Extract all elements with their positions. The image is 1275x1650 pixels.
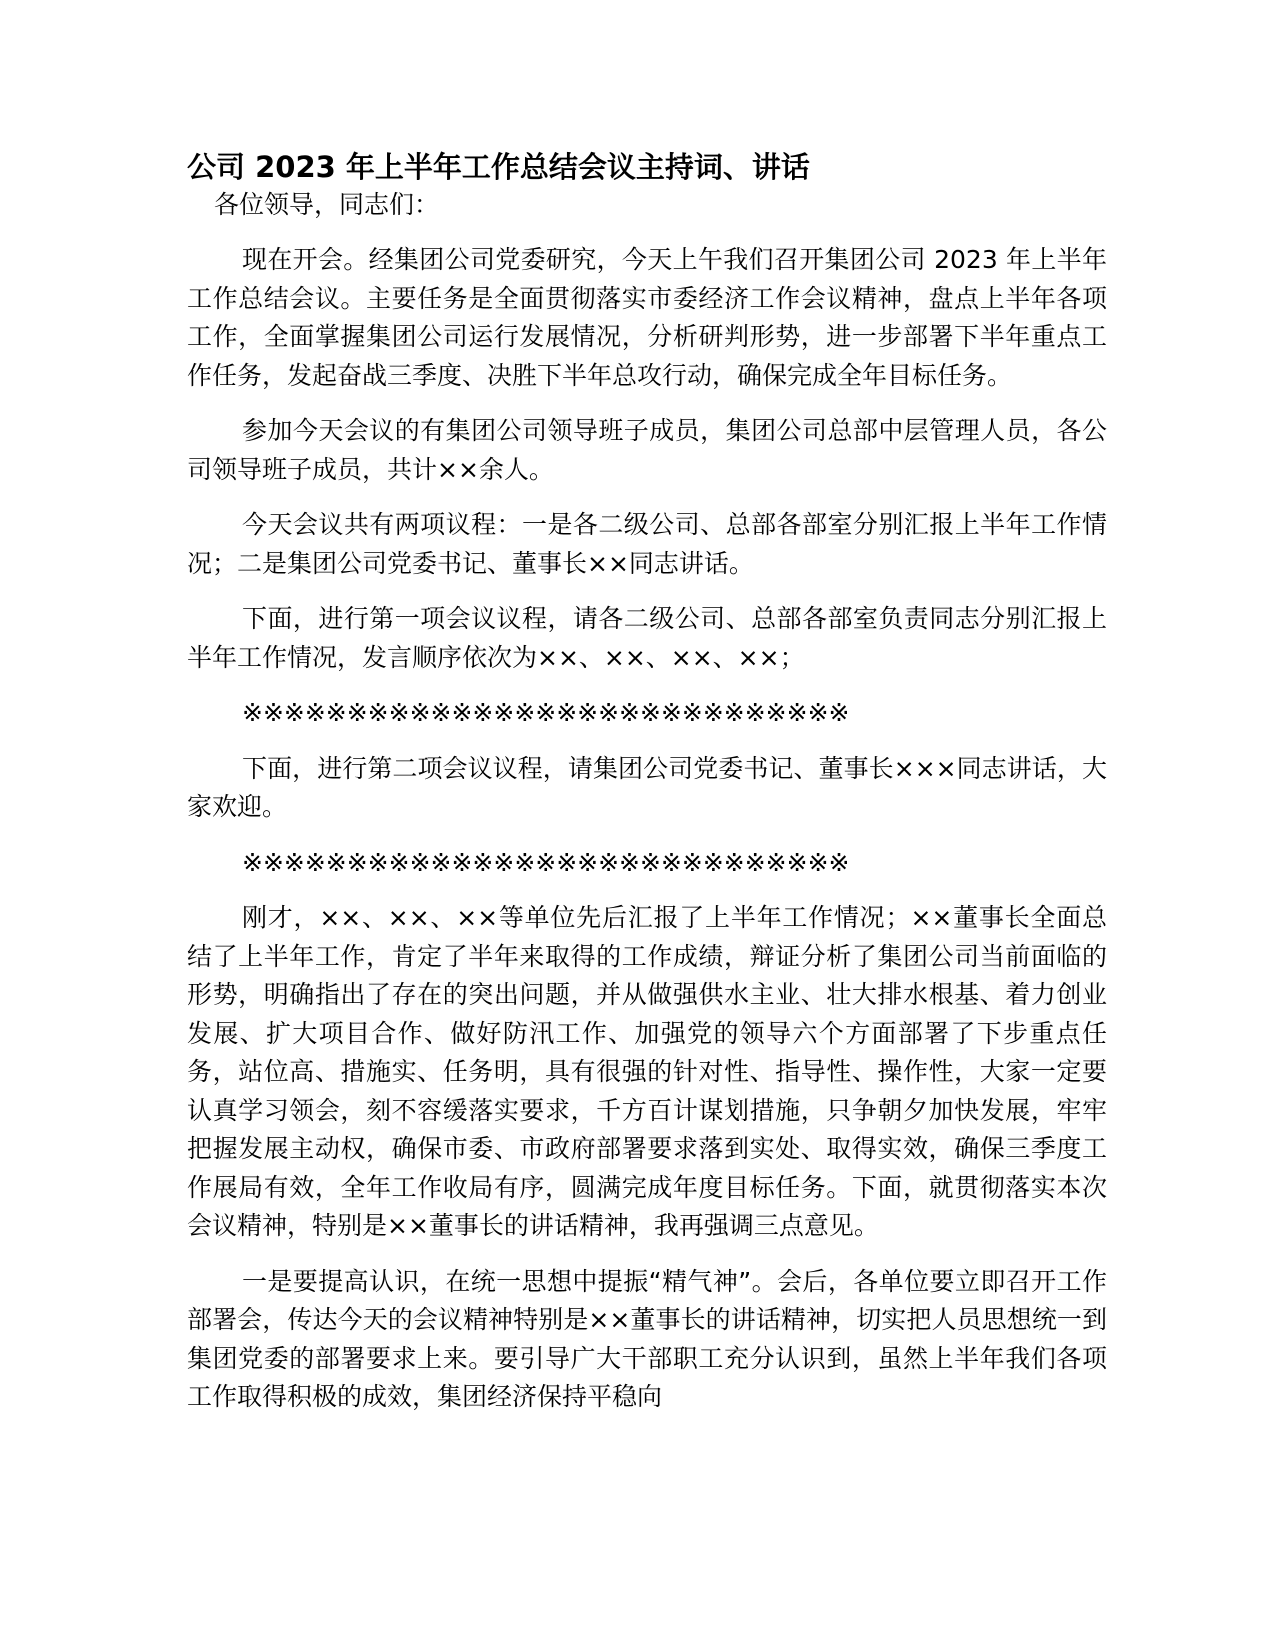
paragraph-opening: 现在开会。经集团公司党委研究，今天上午我们召开集团公司 2023 年上半年工作总结会议。主要任务是全面贯彻落实市委经济工作会议精神，盘点上半年各项工作，全面掌握集团公司运行发展情况，分析研判形势，进一步部署下半年重点工作任务，发起奋战三季度、决胜下半年总攻行动，确保完成全年目标任务。 [187, 245, 1107, 390]
placeholder-separator: ※※※※※※※※※※※※※※※※※※※※※※※※※※※※※ [242, 698, 850, 727]
document-title: 公司 2023 年上半年工作总结会议主持词、讲话 [187, 150, 810, 184]
paragraph-summary: 刚才，××、××、××等单位先后汇报了上半年工作情况；××董事长全面总结了上半年工作，肯定了半年来取得的工作成绩，辩证分析了集团公司当前面临的形势，明确指出了存在的突出问题，并从做强供水主业、壮大排水根基、着力创业发展、扩大项目合作、做好防汛工作、加强党的领导六个方面部署了下步重点任务，站位高、措施实、任务明，具有很强的针对性、指导性、操作性，大家一定要认真学习领会，刻不容缓落实要求，千方百计谋划措施，只争朝夕加快发展，牢牢把握发展主动权，确保市委、市政府部署要求落到实处、取得实效，确保三季度工作展局有效，全年工作收局有序，圆满完成年度目标任务。下面，就贯彻落实本次会议精神，特别是××董事长的讲话精神，我再强调三点意见。 [187, 903, 1107, 1240]
paragraph-agenda: 今天会议共有两项议程：一是各二级公司、总部各部室分别汇报上半年工作情况；二是集团公司党委书记、董事长××同志讲话。 [187, 510, 1107, 578]
placeholder-separator: ※※※※※※※※※※※※※※※※※※※※※※※※※※※※※ [242, 847, 850, 877]
paragraph-attendees: 参加今天会议的有集团公司领导班子成员，集团公司总部中层管理人员，各公司领导班子成员，共计××余人。 [187, 416, 1107, 484]
paragraph-agenda-item-2: 下面，进行第二项会议议程，请集团公司党委书记、董事长×××同志讲话，大家欢迎。 [187, 753, 1107, 821]
document-body [187, 148, 1107, 1434]
salutation: 各位领导，同志们： [214, 190, 440, 219]
paragraph-point-one: 一是要提高认识，在统一思想中提振“精气神”。会后，各单位要立即召开工作部署会，传达今天的会议精神特别是××董事长的讲话精神，切实把人员思想统一到集团党委的部署要求上来。要引导广大干部职工充分认识到，虽然上半年我们各项工作取得积极的成效，集团经济保持平稳向 [187, 1266, 1107, 1411]
paragraph-agenda-item-1: 下面，进行第一项会议议程，请各二级公司、总部各部室负责同志分别汇报上半年工作情况，发言顺序依次为××、××、××、××； [187, 604, 1107, 672]
